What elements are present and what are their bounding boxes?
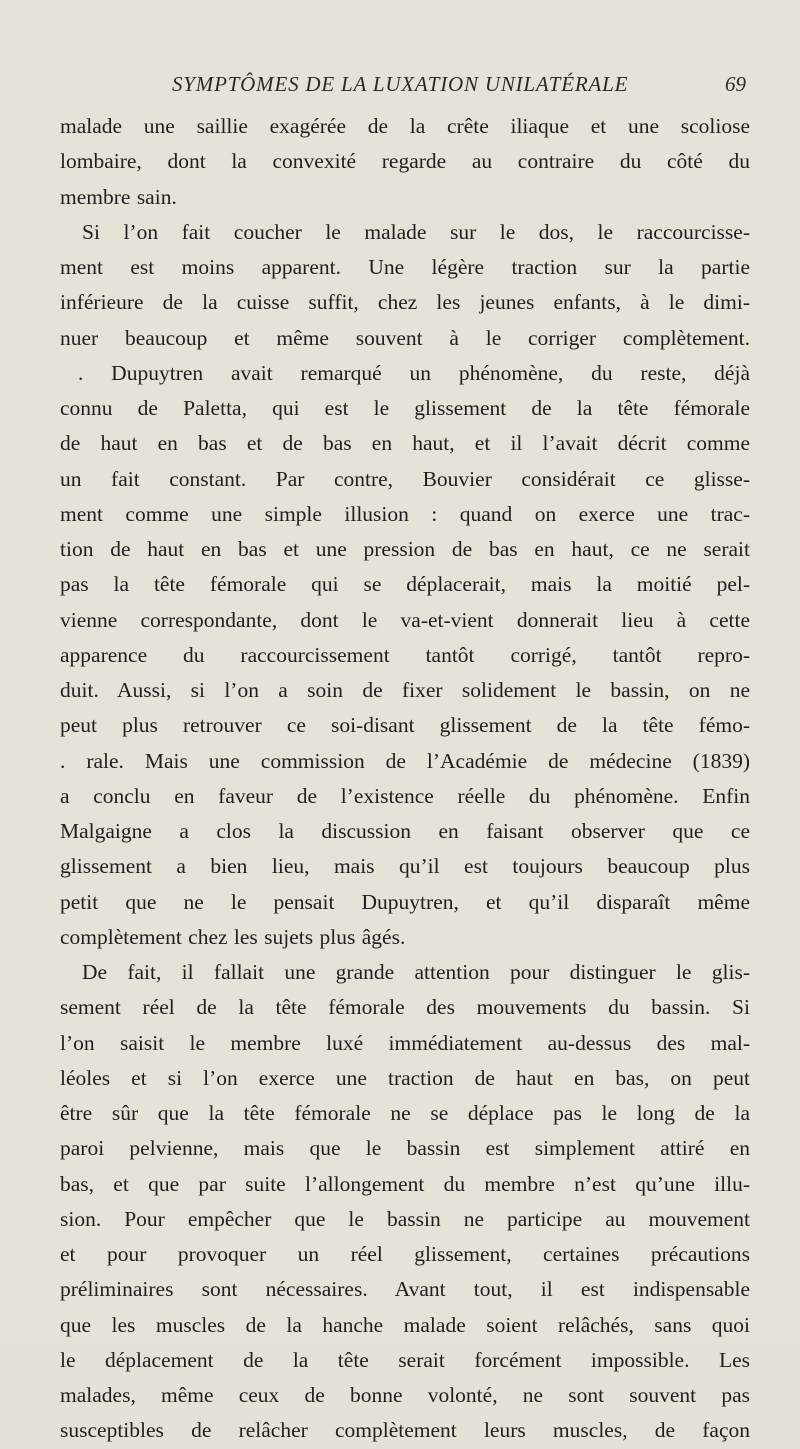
text-line: tion de haut en bas et une pression de bas en haut, ce ne serait xyxy=(60,537,750,561)
text-line: a conclu en faveur de l’existence réelle du phénomène. Enfin xyxy=(60,783,750,808)
text-line: paroi pelvienne, mais que le bassin est simplement attiré en xyxy=(60,1136,750,1161)
running-title: SYMPTÔMES DE LA LUXATION UNILATÉRALE xyxy=(172,72,629,96)
text-line: duit. Aussi, si l’on a soin de fixer solidement le bassin, on ne xyxy=(60,678,750,702)
page-header xyxy=(60,72,750,100)
text-line: le déplacement de la tête serait forcément impossible. Les xyxy=(60,1347,750,1372)
text-line: . Dupuytren avait remarqué un phénomène, du reste, déjà xyxy=(78,360,750,385)
text-line: complètement chez les sujets plus âgés. xyxy=(60,924,406,949)
text-line: glissement a bien lieu, mais qu’il est toujours beaucoup plus xyxy=(60,854,750,879)
text-line: apparence du raccourcissement tantôt corrigé, tantôt repro- xyxy=(60,642,750,667)
text-line: inférieure de la cuisse suffit, chez les jeunes enfants, à le dimi- xyxy=(60,290,750,315)
text-line: susceptibles de relâcher complètement leurs muscles, de façon xyxy=(60,1418,750,1443)
text-line: ment comme une simple illusion : quand on exerce une trac- xyxy=(60,501,750,526)
text-line: préliminaires sont nécessaires. Avant tout, il est indispensable xyxy=(60,1277,750,1302)
text-line: petit que ne le pensait Dupuytren, et qu’il disparaît même xyxy=(60,889,750,914)
text-line: ment est moins apparent. Une légère traction sur la partie xyxy=(60,255,750,279)
text-line: malades, même ceux de bonne volonté, ne sont souvent pas xyxy=(60,1383,750,1407)
text-line: pas la tête fémorale qui se déplacerait, mais la moitié pel- xyxy=(60,572,750,597)
text-line: sion. Pour empêcher que le bassin ne participe au mouvement xyxy=(60,1206,750,1231)
text-line: malade une saillie exagérée de la crête iliaque et une scoliose xyxy=(60,114,750,138)
text-line: peut plus retrouver ce soi-disant glissement de la tête fémo- xyxy=(60,713,750,738)
text-line: De fait, il fallait une grande attention pour distinguer le glis- xyxy=(82,960,750,984)
text-line: membre sain. xyxy=(60,184,177,209)
text-line: nuer beaucoup et même souvent à le corriger complètement. xyxy=(60,325,750,350)
text-line: de haut en bas et de bas en haut, et il l’avait décrit comme xyxy=(60,431,750,456)
text-line: lombaire, dont la convexité regarde au contraire du côté du xyxy=(60,149,750,174)
text-line: vienne correspondante, dont le va-et-vient donnerait lieu à cette xyxy=(60,607,750,632)
text-line: bas, et que par suite l’allongement du membre n’est qu’une illu- xyxy=(60,1171,750,1196)
text-line: que les muscles de la hanche malade soient relâchés, sans quoi xyxy=(60,1312,750,1337)
text-line: connu de Paletta, qui est le glissement de la tête fémorale xyxy=(60,396,750,420)
text-line: . rale. Mais une commission de l’Académie de médecine (1839) xyxy=(60,748,750,773)
body-text xyxy=(60,109,750,1449)
text-line: un fait constant. Par contre, Bouvier considérait ce glisse- xyxy=(60,466,750,491)
text-line: Malgaigne a clos la discussion en faisant observer que ce xyxy=(60,819,750,843)
text-line: léoles et si l’on exerce une traction de haut en bas, on peut xyxy=(60,1065,750,1090)
text-line: et pour provoquer un réel glissement, certaines précautions xyxy=(60,1242,750,1266)
page-number: 69 xyxy=(725,72,746,96)
text-line: l’on saisit le membre luxé immédiatement au-dessus des mal- xyxy=(60,1030,750,1055)
text-line: être sûr que la tête fémorale ne se déplace pas le long de la xyxy=(60,1101,750,1125)
text-line: sement réel de la tête fémorale des mouvements du bassin. Si xyxy=(60,995,750,1020)
text-line: Si l’on fait coucher le malade sur le dos, le raccourcisse- xyxy=(82,219,750,244)
